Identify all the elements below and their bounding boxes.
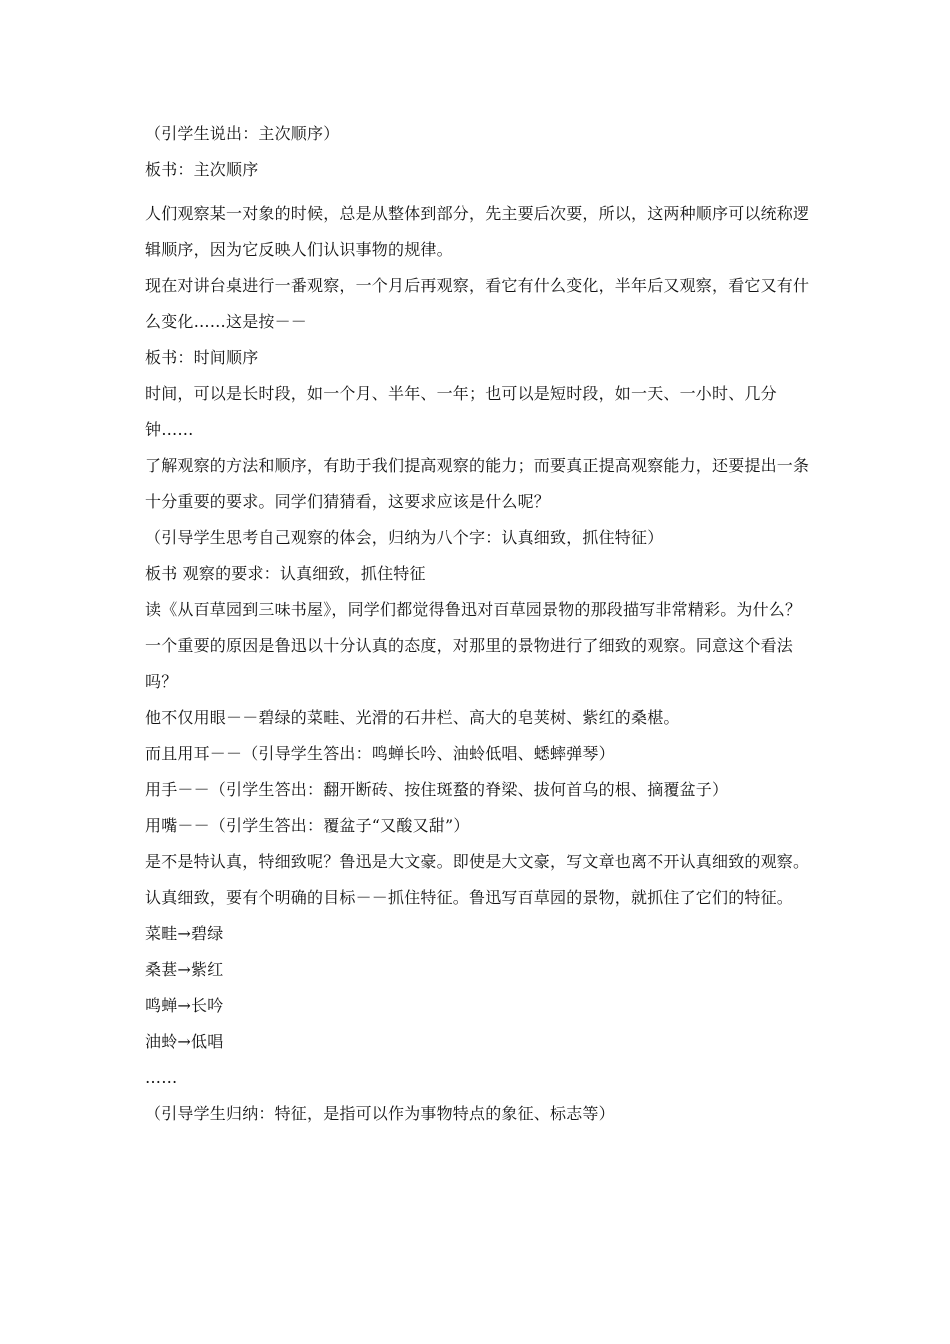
text-line: （引学生说出：主次顺序） [145,124,340,143]
text-line: …… [145,1068,178,1087]
text-line: 而且用耳－－（引导学生答出：鸣蝉长吟、油蛉低唱、蟋蟀弹琴） [145,744,615,763]
text-line: 认真细致，要有个明确的目标－－抓住特征。鲁迅写百草园的景物，就抓住了它们的特征。 [145,888,794,907]
text-line: 板书 观察的要求：认真细致，抓住特征 [145,564,426,583]
text-line: 菜畦→碧绿 [145,924,224,943]
paragraph: 时间，可以是长时段，如一个月、半年、一年；也可以是短时段，如一天、一小时、几分钟…… [145,384,777,439]
paragraph: 读《从百草园到三味书屋》，同学们都觉得鲁迅对百草园景物的那段描写非常精彩。为什么？一个重要的原因是鲁迅以十分认真的态度，对那里的景物进行了细致的观察。同意这个看法吗？ [145,600,802,691]
document-body [145,124,810,1140]
text-line: 用嘴－－（引学生答出：覆盆子“又酸又甜”） [145,816,470,835]
paragraph: 现在对讲台桌进行一番观察，一个月后再观察，看它有什么变化，半年后又观察，看它又有什么变化……这是按－－ [145,276,810,331]
text-line: 板书：时间顺序 [145,348,259,367]
paragraph: 了解观察的方法和顺序，有助于我们提高观察的能力；而要真正提高观察能力，还要提出一条十分重要的要求。同学们猜猜看，这要求应该是什么呢？ [145,456,810,511]
text-line: 油蛉→低唱 [145,1032,224,1051]
paragraph: 人们观察某一对象的时候，总是从整体到部分，先主要后次要，所以，这两种顺序可以统称逻辑顺序，因为它反映人们认识事物的规律。 [145,204,810,259]
text-line: （引导学生思考自己观察的体会，归纳为八个字：认真细致，抓住特征） [145,528,664,547]
paragraph: 是不是特认真，特细致呢？鲁迅是大文豪。即使是大文豪，写文章也离不开认真细致的观察。 [145,852,810,871]
text-line: 鸣蝉→长吟 [145,996,224,1015]
text-line: （引导学生归纳：特征，是指可以作为事物特点的象征、标志等） [145,1104,615,1123]
text-line: 用手－－（引学生答出：翻开断砖、按住斑蝥的脊梁、拔何首乌的根、摘覆盆子） [145,780,729,799]
text-line: 他不仅用眼－－碧绿的菜畦、光滑的石井栏、高大的皂荚树、紫红的桑椹。 [145,708,680,727]
text-line: 桑葚→紫红 [145,960,224,979]
text-line: 板书：主次顺序 [145,160,259,179]
